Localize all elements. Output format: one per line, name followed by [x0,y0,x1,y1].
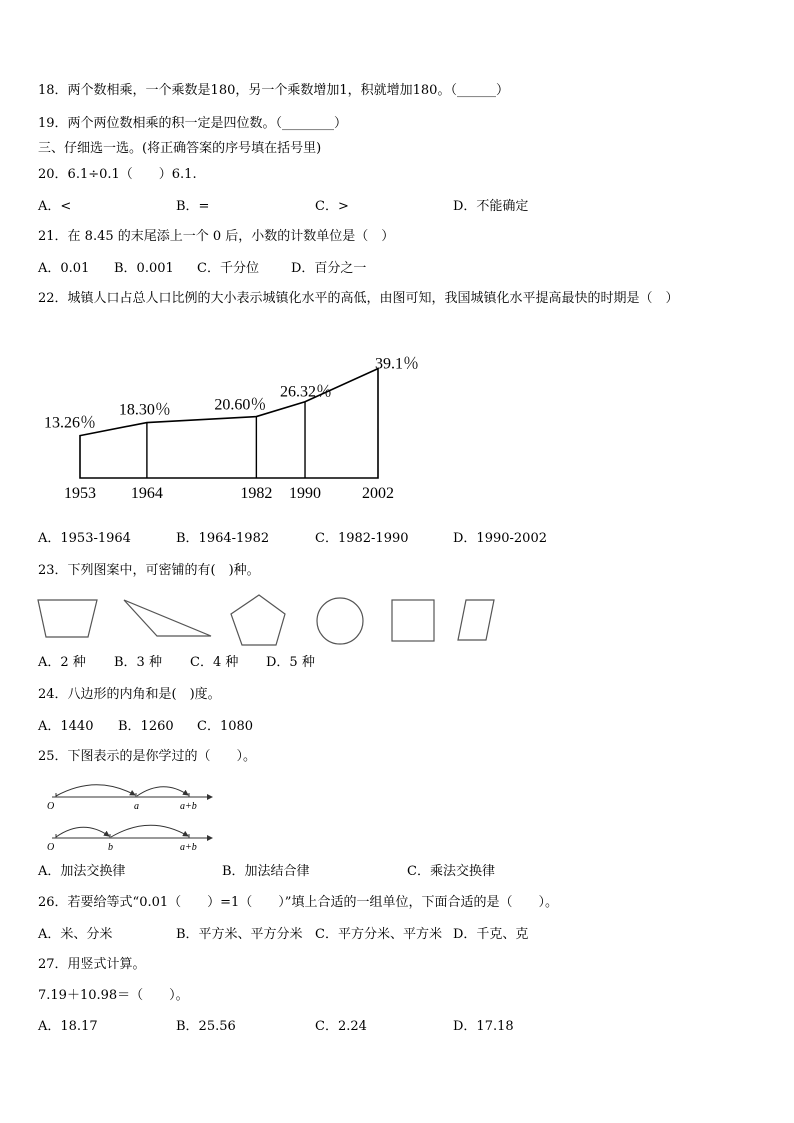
question-23: 23．下列图案中，可密铺的有( )种。 [38,563,260,578]
question-22: 22．城镇人口占总人口比例的大小表示城镇化水平的高低，由图可知，我国城镇化水平提高最快的时期是（ ） [38,291,679,306]
q21-option-d: D．百分之一 [291,261,367,276]
q21-option-c: C．千分位 [197,261,259,276]
year-tick-label: 1990 [289,485,322,502]
pentagon-icon [231,595,285,645]
q27-option-d: D．17.18 [453,1019,514,1034]
question-25: 25．下图表示的是你学过的（ ）。 [38,749,257,764]
section-3-heading: 三、仔细选一选。(将正确答案的序号填在括号里) [38,141,322,156]
nl2-label-ab: a+b [180,842,197,853]
q26-option-d: D．千克、克 [453,927,529,942]
parallelogram-icon [458,600,494,640]
point-label: 20.60％ [214,396,267,414]
q27-option-b: B．25.56 [176,1019,236,1034]
q23-option-b: B．3 种 [114,655,162,670]
nl2-label-o: O [47,842,55,853]
question-21: 21．在 8.45 的末尾添上一个 0 后，小数的计数单位是（ ） [38,229,395,244]
q20-option-d: D．不能确定 [453,199,529,214]
q23-option-c: C．4 种 [190,655,239,670]
q21-option-b: B．0.001 [114,261,174,276]
q20-option-c: C．> [315,199,349,214]
shapes-row [0,590,794,650]
nl1-label-o: O [47,801,55,812]
q22-option-a: A．1953-1964 [38,531,131,546]
urbanization-chart [0,330,794,510]
q25-option-c: C．乘法交换律 [407,864,495,879]
q23-option-a: A．2 种 [38,655,86,670]
year-tick-label: 1964 [130,485,163,502]
q23-option-d: D．5 种 [266,655,315,670]
q20-option-a: A．< [38,199,72,214]
nl1-label-a: a [134,801,139,812]
q22-option-b: B．1964-1982 [176,531,270,546]
question-19: 19．两个两位数相乘的积一定是四位数。（________） [38,116,348,131]
year-tick-label: 1953 [64,485,96,502]
question-26: 26．若要给等式“0.01（ ）=1（ ）”填上合适的一组单位，下面合适的是（ ）。 [38,895,558,910]
year-tick-label: 1982 [240,485,273,502]
q25-option-b: B．加法结合律 [222,864,310,879]
q22-option-d: D．1990-2002 [453,531,547,546]
question-24: 24．八边形的内角和是( )度。 [38,687,221,702]
point-label: 13.26％ [44,414,97,432]
question-27: 27．用竖式计算。 [38,957,146,972]
q24-option-a: A．1440 [38,719,94,734]
q26-option-a: A．米、分米 [38,927,113,942]
circle-icon [317,598,363,644]
square-icon [392,600,434,641]
q21-option-a: A．0.01 [38,261,90,276]
q24-option-b: B．1260 [118,719,174,734]
q24-option-c: C．1080 [197,719,254,734]
nl1-label-ab: a+b [180,801,197,812]
point-label: 39.1％ [375,355,420,373]
q27-option-a: A．18.17 [38,1019,98,1034]
q26-option-b: B．平方米、平方分米 [176,927,303,942]
triangle-icon [124,600,211,636]
question-20: 20．6.1÷0.1（ ）6.1. [38,167,197,182]
q22-option-c: C．1982-1990 [315,531,409,546]
question-18: 18．两个数相乘，一个乘数是180，另一个乘数增加1，积就增加180。（______） [38,83,509,98]
q26-option-c: C．平方分米、平方米 [315,927,442,942]
nl2-label-b: b [108,842,113,853]
q25-option-a: A．加法交换律 [38,864,126,879]
q20-option-b: B．= [176,199,210,214]
trapezoid-icon [38,600,97,637]
number-line-diagram [0,772,794,857]
point-label: 26.32％ [280,383,333,401]
year-tick-label: 2002 [362,485,394,502]
q27-option-c: C．2.24 [315,1019,367,1034]
area-outline [80,369,378,478]
point-label: 18.30％ [118,401,171,419]
q27-expression: 7.19＋10.98＝（ ）。 [38,988,189,1003]
